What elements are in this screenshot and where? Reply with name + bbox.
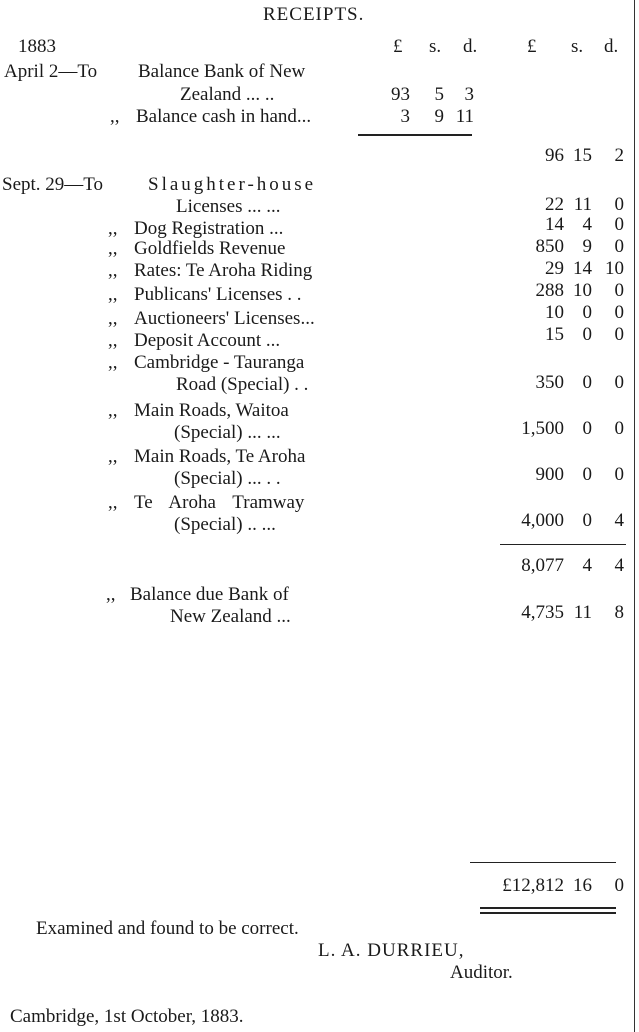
item-label: Cambridge - Tauranga — [134, 352, 305, 373]
grand-total-rule-bottom-1 — [480, 907, 616, 909]
item-pence: 4 — [614, 510, 624, 531]
subtotal-shillings: 15 — [573, 145, 592, 166]
item-pence: 0 — [614, 302, 624, 323]
item-label: Deposit Account ... — [134, 330, 281, 351]
header-pence-1: d. — [463, 36, 478, 57]
page-edge-rule — [634, 0, 635, 1032]
item-shillings: 0 — [582, 464, 592, 485]
balance-due-shillings: 11 — [573, 602, 592, 623]
item-pounds: 29 — [545, 258, 564, 279]
item-pence: 0 — [614, 372, 624, 393]
item-label: Rates: Te Aroha Riding — [134, 260, 313, 281]
item-label-cont: (Special) ... . . — [174, 468, 281, 489]
balance-due-pounds: 4,735 — [521, 602, 564, 623]
grand-total-rule-bottom-2 — [480, 912, 616, 914]
items-subtotal-rule — [500, 544, 626, 545]
header-pounds-1: £ — [393, 36, 403, 57]
items-subtotal-pounds: 8,077 — [521, 555, 564, 576]
item-pence: 0 — [614, 280, 624, 301]
item-shillings: 0 — [582, 510, 592, 531]
item-shillings: 0 — [582, 302, 592, 323]
item-pounds: 850 — [535, 236, 564, 257]
item-pounds: 1,500 — [521, 418, 564, 439]
items-subtotal-shillings: 4 — [582, 555, 592, 576]
entry-pounds: 93 — [391, 84, 410, 105]
entry-pence: 3 — [464, 84, 474, 105]
grand-total-pounds: £12,812 — [502, 875, 564, 896]
items-subtotal-pence: 4 — [614, 555, 624, 576]
item-label: Goldfields Revenue — [134, 238, 286, 259]
item-shillings: 14 — [573, 258, 592, 279]
entry-shillings: 9 — [434, 106, 444, 127]
subtotal-pounds: 96 — [545, 145, 564, 166]
item-pence: 0 — [614, 324, 624, 345]
examined-note: Examined and found to be correct. — [36, 918, 299, 939]
place-date: Cambridge, 1st October, 1883. — [10, 1006, 244, 1027]
item-pounds: 350 — [535, 372, 564, 393]
entry-pence: 11 — [455, 106, 474, 127]
page-title: RECEIPTS. — [263, 4, 365, 25]
header-pence-2: d. — [604, 36, 619, 57]
item-label: Auctioneers' Licenses... — [134, 308, 315, 329]
auditor-name: L. A. DURRIEU, — [318, 940, 465, 961]
item-label-cont: Road (Special) . . — [176, 374, 309, 395]
item-pence: 0 — [614, 418, 624, 439]
item-shillings: 9 — [582, 236, 592, 257]
item-label: Main Roads, Waitoa — [134, 400, 289, 421]
item-pounds: 22 — [545, 194, 564, 215]
grand-total-shillings: 16 — [573, 875, 592, 896]
subtotal-rule — [358, 134, 472, 136]
entry-label: Balance cash in hand... — [136, 106, 312, 127]
year-label: 1883 — [18, 36, 56, 57]
balance-due-label: Balance due Bank of — [130, 584, 289, 605]
item-pence: 0 — [614, 214, 624, 235]
header-pounds-2: £ — [527, 36, 537, 57]
item-shillings: 10 — [573, 280, 592, 301]
entry-date-april: April 2—To — [4, 61, 98, 82]
entry-shillings: 5 — [434, 84, 444, 105]
item-pounds: 288 — [535, 280, 564, 301]
grand-total-pence: 0 — [614, 875, 624, 896]
item-shillings: 0 — [582, 324, 592, 345]
entry-label-cont: Zealand ... .. — [180, 84, 275, 105]
balance-due-label-cont: New Zealand ... — [170, 606, 291, 627]
header-shillings-1: s. — [429, 36, 442, 57]
item-pence: 10 — [605, 258, 624, 279]
item-label-cont: (Special) .. ... — [174, 514, 276, 535]
entry-date-sept: Sept. 29—To — [2, 174, 104, 195]
item-shillings: 11 — [573, 194, 592, 215]
item-label: Slaughter-house — [148, 174, 317, 195]
item-shillings: 4 — [582, 214, 592, 235]
item-pounds: 900 — [535, 464, 564, 485]
entry-pounds: 3 — [400, 106, 410, 127]
item-label: Dog Registration ... — [134, 218, 284, 239]
grand-total-rule-top — [470, 862, 616, 863]
item-pence: 0 — [614, 194, 624, 215]
item-pounds: 15 — [545, 324, 564, 345]
item-pounds: 4,000 — [521, 510, 564, 531]
entry-prefix: ,, — [110, 106, 120, 127]
item-pence: 0 — [614, 236, 624, 257]
item-label: Te Aroha Tramway — [134, 492, 305, 513]
balance-due-pence: 8 — [614, 602, 624, 623]
item-pounds: 10 — [545, 302, 564, 323]
item-label-cont: Licenses ... ... — [176, 196, 281, 217]
item-shillings: 0 — [582, 418, 592, 439]
item-label: Main Roads, Te Aroha — [134, 446, 306, 467]
subtotal-pence: 2 — [614, 145, 624, 166]
entry-label: Balance Bank of New — [138, 61, 306, 82]
header-shillings-2: s. — [571, 36, 584, 57]
item-shillings: 0 — [582, 372, 592, 393]
item-label-cont: (Special) ... ... — [174, 422, 281, 443]
item-pence: 0 — [614, 464, 624, 485]
item-label: Publicans' Licenses . . — [134, 284, 302, 305]
item-pounds: 14 — [545, 214, 564, 235]
auditor-title: Auditor. — [450, 962, 513, 983]
